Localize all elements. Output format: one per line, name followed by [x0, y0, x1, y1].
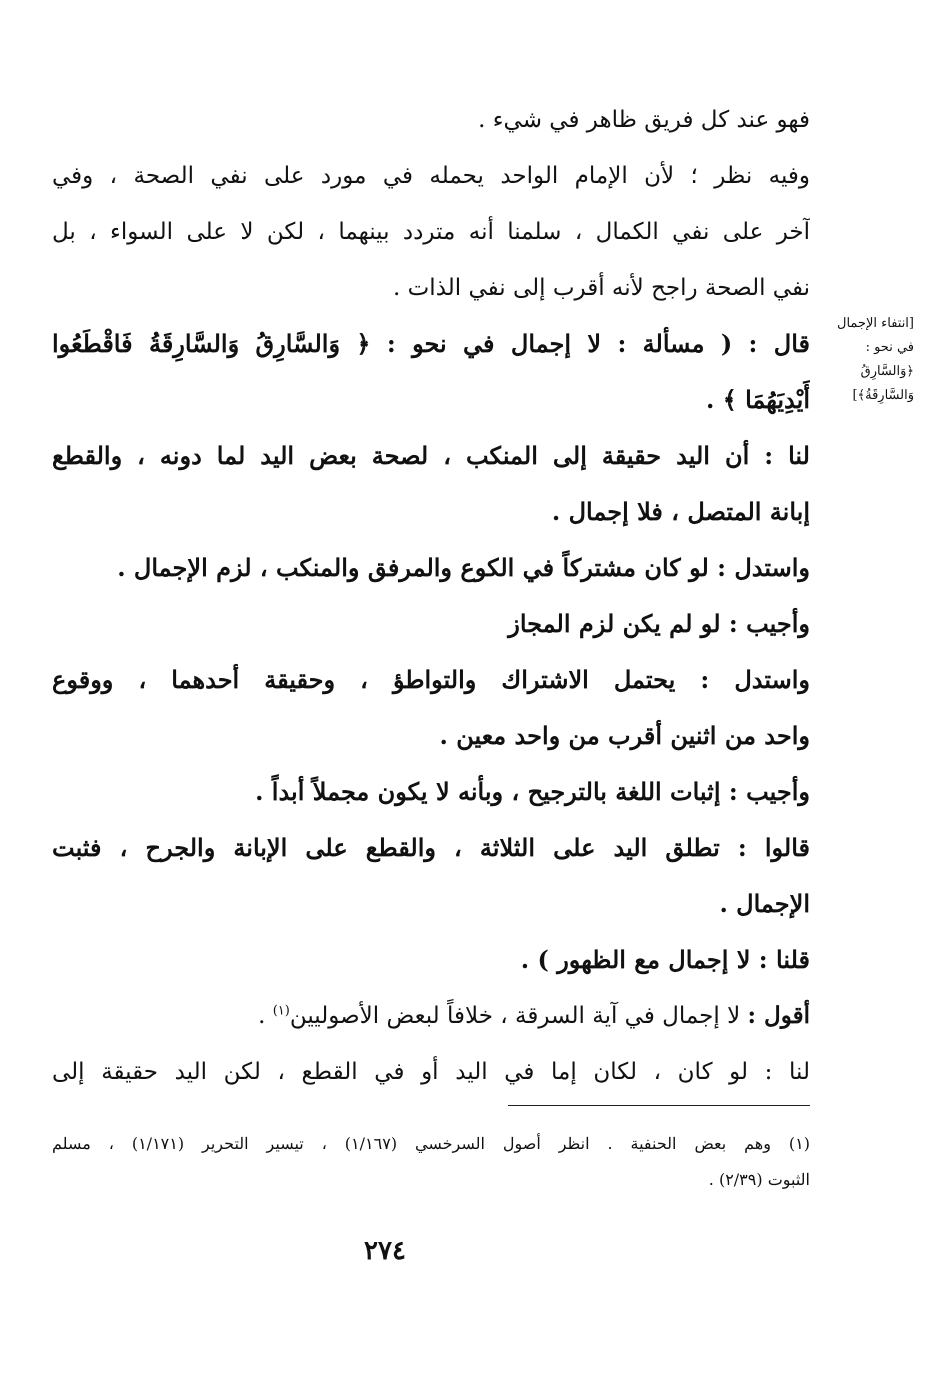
margin-note: [818, 312, 914, 408]
margin-note-line: في نحو :: [865, 340, 914, 355]
aqulu-lead: أقول :: [747, 1002, 810, 1029]
margin-note-line: [انتفاء الإجمال: [837, 316, 914, 331]
text-line: واحد من اثنين أقرب من واحد معين .: [439, 721, 810, 750]
text-span: لا إجمال في آية السرقة ، خلافاً لبعض الأصوليين: [289, 1003, 748, 1029]
text-line: واستدل : يحتمل الاشتراك والتواطؤ ، وحقيقة أحدهما ، ووقوع: [52, 665, 810, 694]
margin-note-line: وَالسَّارِقَةُ﴾]: [852, 388, 914, 403]
text-line: وأجيب : إثبات اللغة بالترجيح ، وبأنه لا يكون مجملاً أبداً .: [255, 777, 810, 806]
text-span: .: [258, 1003, 273, 1029]
text-line: إبانة المتصل ، فلا إجمال .: [551, 497, 810, 526]
footnote-line: (١) وهم بعض الحنفية . انظر أصول السرخسي (١/١٦٧) ، تيسير التحرير (١/١٧١) ، مسلم: [52, 1134, 810, 1153]
text-line: قالوا : تطلق اليد على الثلاثة ، والقطع على الإبانة والجرح ، فثبت: [52, 833, 810, 862]
text-line: لنا : لو كان ، لكان إما في اليد أو في القطع ، لكن اليد حقيقة إلى: [52, 1059, 810, 1085]
text-line: أَيْدِيَهُمَا ﴾ .: [705, 385, 810, 414]
footnotes: [52, 1126, 810, 1198]
text-line: لنا : أن اليد حقيقة إلى المنكب ، لصحة بعض اليد لما دونه ، والقطع: [52, 441, 810, 470]
text-line: قال : ( مسألة : لا إجمال في نحو : ﴿ وَالسَّارِقُ وَالسَّارِقَةُ فَاقْطَعُوا: [52, 329, 810, 358]
text-line: وفيه نظر ؛ لأن الإمام الواحد يحمله في مورد على نفي الصحة ، وفي: [52, 163, 810, 189]
footnote-separator: [508, 1105, 810, 1106]
text-line: [52, 988, 810, 1044]
text-line: وأجيب : لو لم يكن لزم المجاز: [508, 609, 810, 638]
text-line: فهو عند كل فريق ظاهر في شيء .: [478, 107, 810, 133]
margin-note-line: ﴿وَالسَّارِقُ: [860, 364, 914, 379]
text-line: واستدل : لو كان مشتركاً في الكوع والمرفق والمنكب ، لزم الإجمال .: [117, 553, 810, 582]
text-line: قلنا : لا إجمال مع الظهور ) .: [520, 945, 810, 974]
footnote-line: الثبوت (٢/٣٩) .: [708, 1170, 810, 1189]
text-line: نفي الصحة راجح لأنه أقرب إلى نفي الذات .: [393, 275, 810, 301]
text-line: آخر على نفي الكمال ، سلمنا أنه متردد بينهما ، لكن لا على السواء ، بل: [52, 219, 810, 245]
page-number: ٢٧٤: [364, 1236, 406, 1266]
main-text: [52, 92, 810, 1100]
footnote-reference: (١): [272, 1003, 290, 1019]
text-line: الإجمال .: [719, 889, 810, 918]
